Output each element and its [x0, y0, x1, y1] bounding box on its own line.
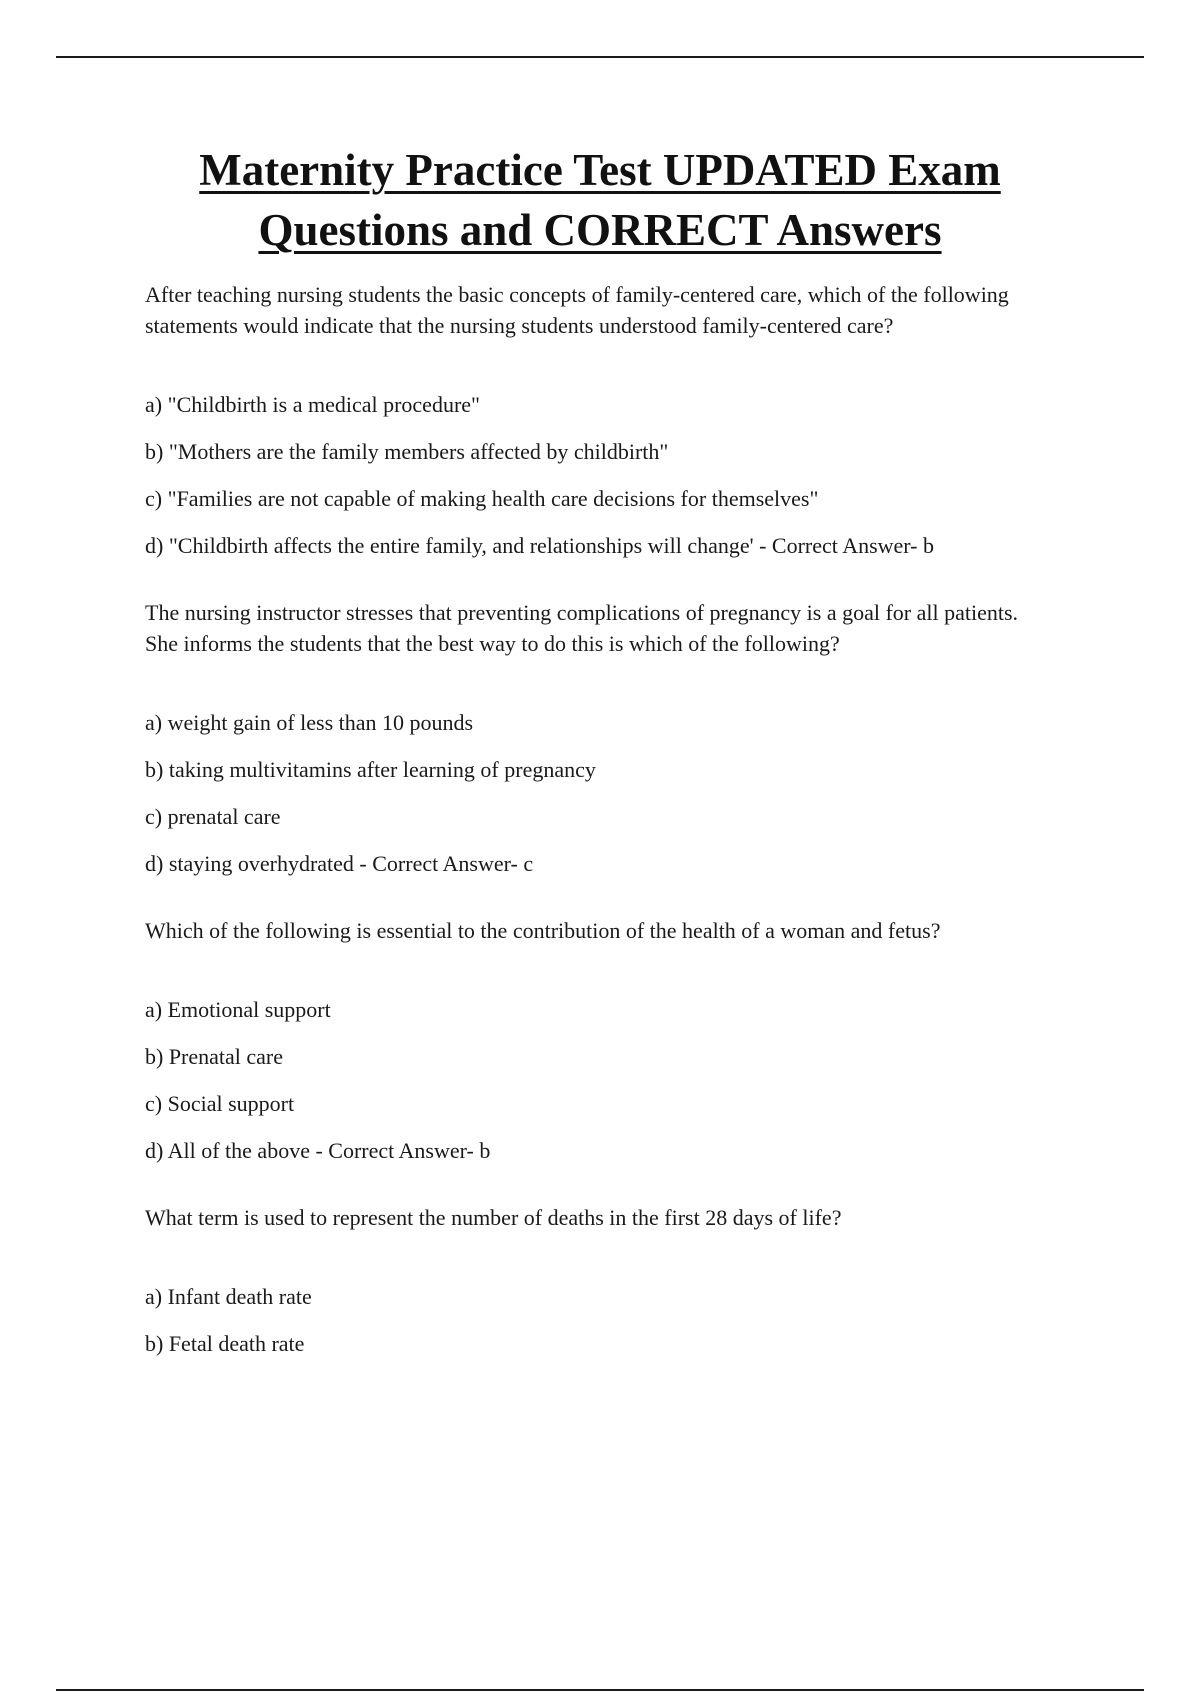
- document-title-line-1: Maternity Practice Test UPDATED Exam: [199, 145, 1001, 195]
- question-1: [145, 279, 1025, 569]
- answer-option: b) "Mothers are the family members affected by childbirth": [145, 439, 669, 464]
- answer-option: d) "Childbirth affects the entire family, and relationships will change' - Correct Answer- b: [145, 533, 935, 558]
- answer-option: d) All of the above - Correct Answer- b: [145, 1138, 491, 1163]
- answer-option: a) weight gain of less than 10 pounds: [145, 710, 474, 735]
- answer-option: c) Social support: [145, 1091, 295, 1116]
- top-rule: [56, 56, 1144, 58]
- answer-option: a) "Childbirth is a medical procedure": [145, 392, 481, 417]
- document-title: [100, 140, 1100, 260]
- question-3: [145, 915, 1025, 1174]
- answer-option: c) "Families are not capable of making health care decisions for themselves": [145, 486, 819, 511]
- document-title-line-2: Questions and CORRECT Answers: [258, 205, 942, 255]
- question-list: [145, 279, 1025, 1395]
- answer-option: a) Infant death rate: [145, 1284, 312, 1309]
- answer-option: b) taking multivitamins after learning of pregnancy: [145, 757, 596, 782]
- answer-option: b) Prenatal care: [145, 1044, 284, 1069]
- question-4: [145, 1202, 1025, 1367]
- answer-option: c) prenatal care: [145, 804, 281, 829]
- bottom-rule: [56, 1689, 1144, 1691]
- question-text: Which of the following is essential to the contribution of the health of a woman and fetus?: [145, 918, 941, 943]
- question-text: What term is used to represent the number of deaths in the first 28 days of life?: [145, 1205, 842, 1230]
- answer-option: a) Emotional support: [145, 997, 331, 1022]
- question-text: The nursing instructor stresses that preventing complications of pregnancy is a goal for all patients. She informs the students that the best way to do this is which of the following?: [145, 600, 1019, 656]
- question-text: After teaching nursing students the basic concepts of family-centered care, which of the following statements would indicate that the nursing students understood family-centered care?: [145, 282, 1009, 338]
- answer-option: b) Fetal death rate: [145, 1331, 305, 1356]
- question-2: [145, 597, 1025, 887]
- answer-option: d) staying overhydrated - Correct Answer- c: [145, 851, 534, 876]
